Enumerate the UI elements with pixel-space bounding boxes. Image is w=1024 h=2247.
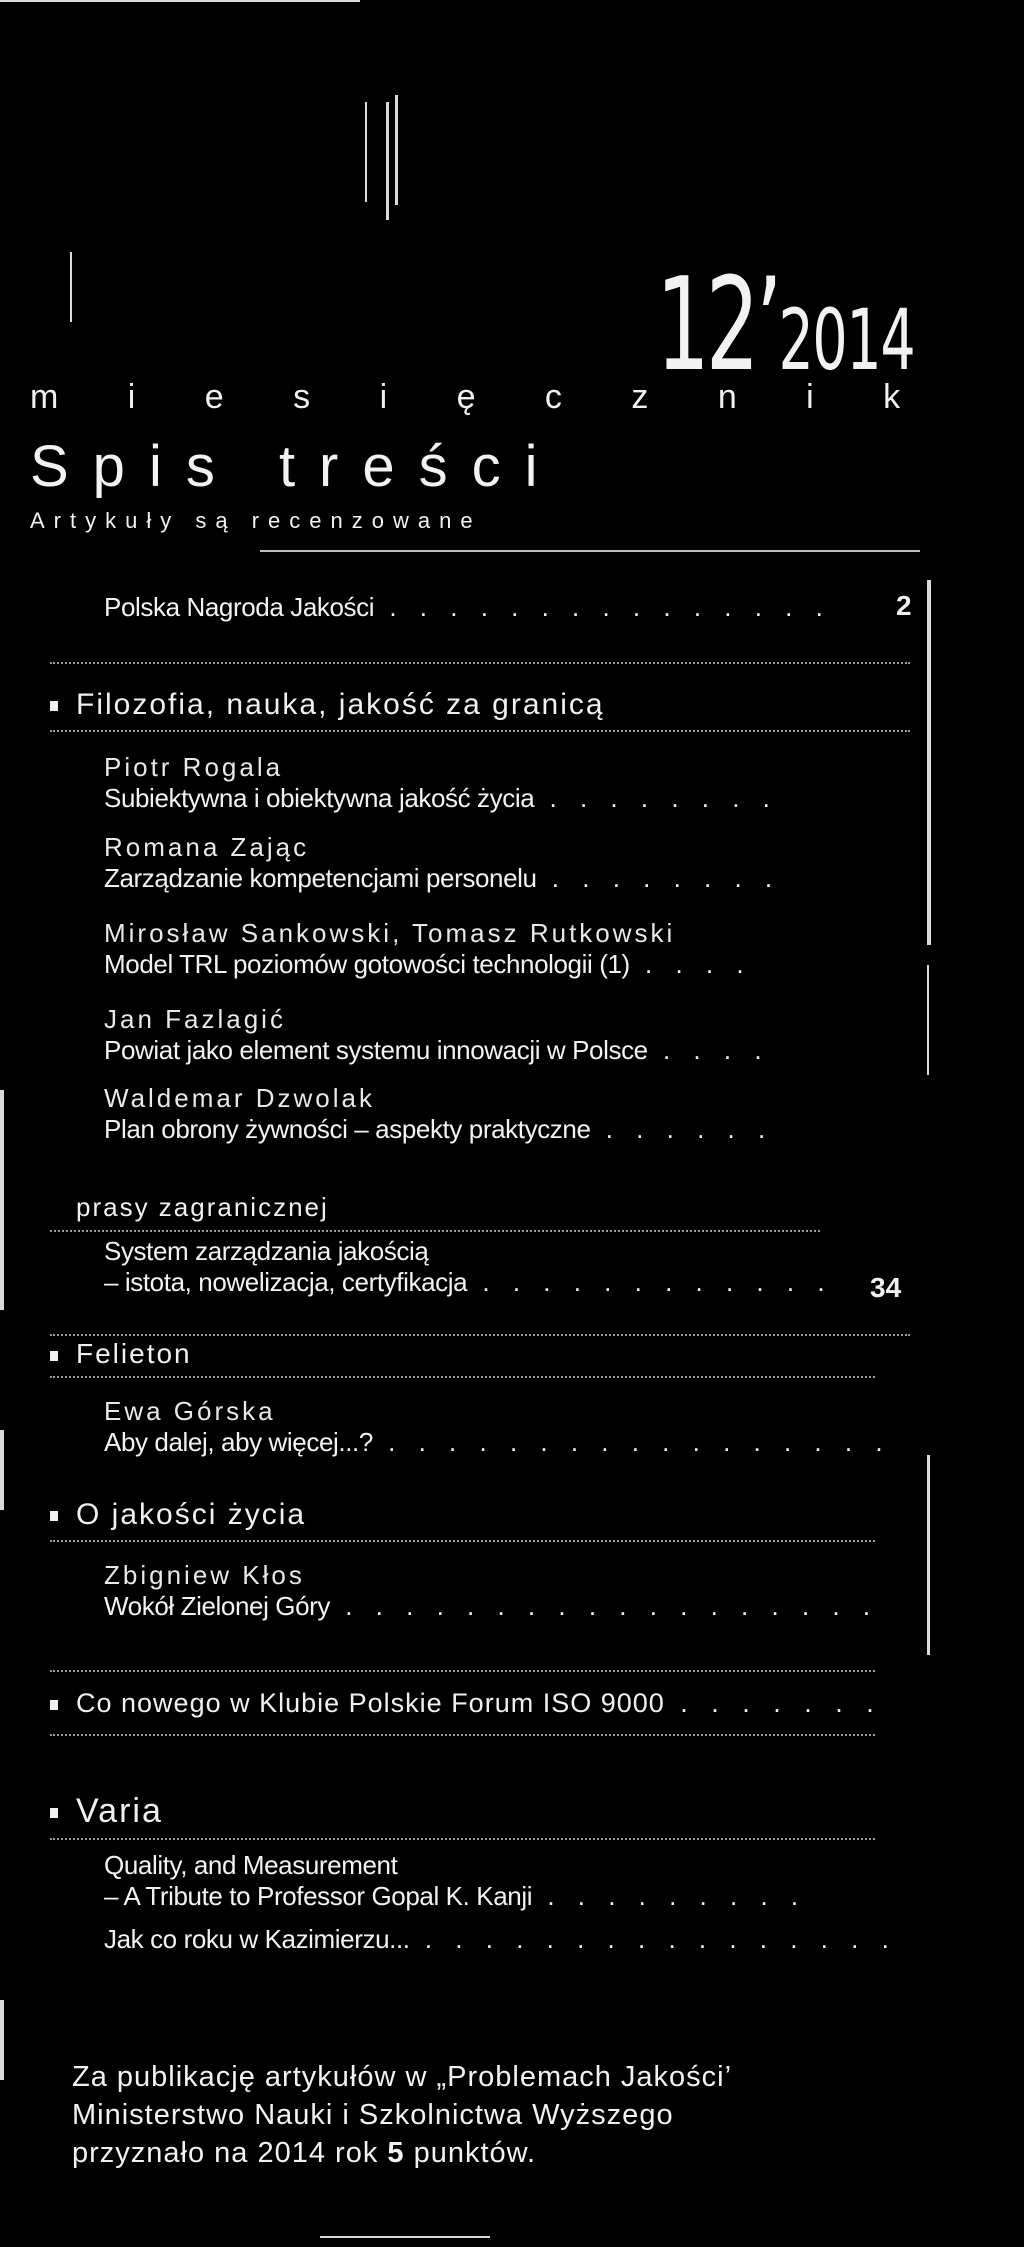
divider (50, 1838, 875, 1840)
entry-author: Mirosław Sankowski, Tomasz Rutkowski (104, 918, 676, 948)
leader-dots: . . . . . . (590, 1114, 774, 1144)
toc-entry[interactable] (104, 1560, 878, 1622)
bullet-icon (50, 1700, 58, 1710)
section-heading (50, 1792, 163, 1831)
leader-dots: . . . . . . . . (534, 783, 778, 813)
toc-entry[interactable] (104, 1924, 897, 1955)
footer-note-line3 (72, 2134, 732, 2172)
section-label: Varia (76, 1792, 163, 1830)
divider (50, 1670, 875, 1672)
footer-note-line1: Za publikację artykułów w „Problemach Jakości’ (72, 2061, 733, 2093)
footer-note-points: 5 (387, 2137, 405, 2169)
page-number: 34 (870, 1272, 902, 1303)
scan-mark (0, 1090, 4, 1310)
leader-dots: . . . . . . . . . (532, 1881, 807, 1911)
entry-author: Jan Fazlagić (104, 1004, 286, 1034)
entry-author: Waldemar Dzwolak (104, 1083, 375, 1113)
toc-entry[interactable] (104, 1396, 891, 1458)
bullet-icon (50, 1808, 58, 1818)
entry-author: Romana Zając (104, 832, 310, 862)
issue-year: 2014 (778, 291, 915, 389)
entry-title: Subiektywna i obiektywna jakość życia (104, 783, 535, 813)
bullet-icon (50, 1351, 58, 1361)
entry-title-line1: System zarządzania jakością (104, 1236, 429, 1266)
monthly-label: m i e s i ę c z n i k (30, 378, 931, 416)
scan-mark (320, 2236, 490, 2238)
divider (50, 662, 910, 664)
entry-title: Zarządzanie kompetencjami personelu (104, 863, 537, 893)
toc-entry[interactable] (104, 1850, 806, 1912)
section-label: prasy zagranicznej (76, 1192, 329, 1222)
scan-mark (386, 102, 389, 220)
leader-dots: . . . . . . . . . . . . . . . . (409, 1924, 897, 1954)
leader-dots: . . . . . . . . . . . . . . . . . (372, 1427, 891, 1457)
section-label: Co nowego w Klubie Polskie Forum ISO 9000 (76, 1688, 665, 1718)
entry-author: Ewa Górska (104, 1396, 276, 1426)
scan-mark (927, 580, 931, 945)
toc-entry[interactable] (104, 832, 780, 894)
entry-title: Wokół Zielonej Góry (104, 1591, 331, 1621)
footer-note (72, 2058, 732, 2172)
divider (50, 1540, 875, 1542)
footer-note-text: przyznało na 2014 rok (72, 2137, 388, 2169)
entry-title-line1: Quality, and Measurement (104, 1850, 398, 1880)
scan-mark (365, 102, 367, 202)
scan-mark (0, 1430, 4, 1510)
section-label: Felieton (76, 1338, 192, 1369)
toc-entry-award[interactable] (104, 592, 831, 623)
leader-dots: . . . . . . . . . . . . . . . (374, 592, 831, 622)
leader-dots: . . . . . . . . . . . . (467, 1267, 833, 1297)
leader-dots: . . . . (629, 949, 752, 979)
entry-title: Jak co roku w Kazimierzu... (104, 1924, 410, 1954)
entry-title-line2: – A Tribute to Professor Gopal K. Kanji (104, 1881, 533, 1911)
issue-number (656, 251, 915, 400)
reviewed-note: Artykuły są recenzowane (30, 508, 482, 533)
section-heading (50, 1498, 306, 1532)
divider (50, 730, 910, 732)
leader-dots: . . . . . . . (664, 1688, 882, 1718)
scan-mark (0, 2000, 4, 2080)
entry-title: Polska Nagroda Jakości (104, 592, 375, 622)
section-heading (50, 688, 605, 722)
entry-title-line2: – istota, nowelizacja, certyfikacja (104, 1267, 468, 1297)
footer-note-line2: Ministerstwo Nauki i Szkolnictwa Wyższego (72, 2099, 674, 2131)
toc-entry[interactable] (104, 752, 778, 814)
page-title: Spis treści (30, 434, 562, 499)
leader-dots: . . . . . . . . (536, 863, 781, 893)
divider (50, 1230, 820, 1232)
bullet-icon (50, 701, 58, 711)
divider (50, 1334, 910, 1336)
header-divider (260, 550, 920, 552)
issue-separator: ’ (755, 251, 779, 400)
entry-author: Zbigniew Kłos (104, 1560, 305, 1590)
issue-number-value: 12 (656, 251, 756, 400)
toc-entry[interactable] (104, 1236, 833, 1298)
divider (50, 1734, 875, 1736)
scan-mark (927, 1455, 930, 1655)
divider (50, 1376, 875, 1378)
section-heading (76, 1192, 329, 1223)
page-number: 2 (896, 590, 912, 621)
entry-title: Model TRL poziomów gotowości technologii (1) (104, 949, 630, 979)
entry-title: Plan obrony żywności – aspekty praktyczne (104, 1114, 591, 1144)
section-label: O jakości życia (76, 1498, 307, 1531)
entry-title: Powiat jako element systemu innowacji w Polsce (104, 1035, 648, 1065)
scan-mark (927, 965, 929, 1075)
section-label: Filozofia, nauka, jakość za granicą (76, 688, 605, 721)
scan-mark (0, 0, 360, 2)
footer-note-text-end: punktów. (404, 2137, 537, 2169)
leader-dots: . . . . (647, 1035, 770, 1065)
scan-mark (70, 252, 72, 322)
toc-entry[interactable] (104, 918, 752, 980)
section-heading[interactable] (50, 1688, 882, 1719)
entry-title: Aby dalej, aby więcej...? (104, 1427, 373, 1457)
toc-entry[interactable] (104, 1004, 770, 1066)
entry-author: Piotr Rogala (104, 752, 284, 782)
leader-dots: . . . . . . . . . . . . . . . . . . (330, 1591, 879, 1621)
section-heading (50, 1338, 192, 1370)
scan-mark (395, 95, 398, 205)
toc-entry[interactable] (104, 1083, 773, 1145)
bullet-icon (50, 1511, 58, 1521)
